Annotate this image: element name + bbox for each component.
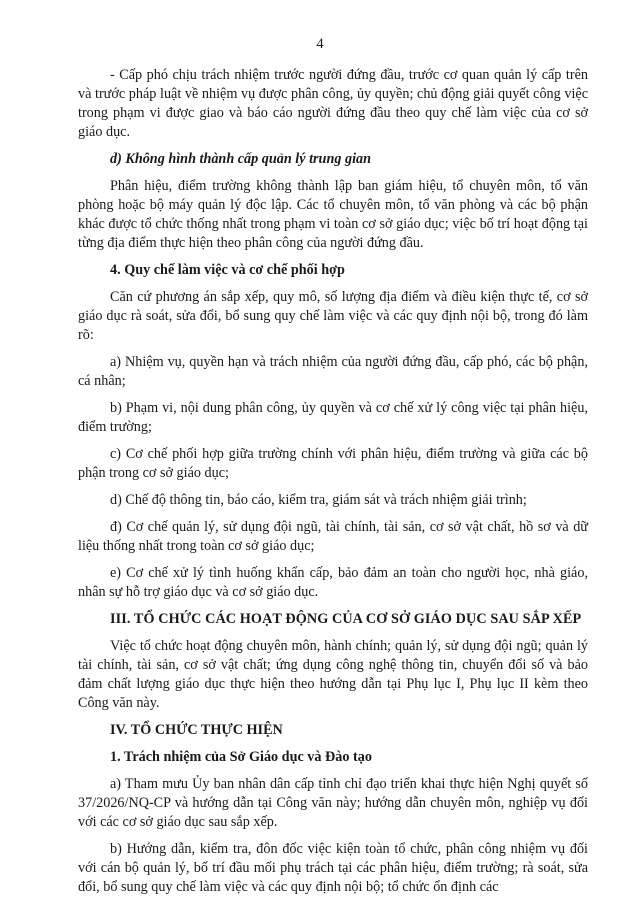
list-item-e: e) Cơ chế xử lý tình huống khẩn cấp, bảo đảm an toàn cho người học, nhà giáo, nhân sự hỗ trợ giáo dục và cơ sở giáo dục. (78, 565, 588, 600)
page-number: 4 (316, 36, 324, 52)
document-body (78, 66, 588, 905)
paragraph: Phân hiệu, điểm trường không thành lập ban giám hiệu, tổ chuyên môn, tổ văn phòng hoặc bộ máy quản lý độc lập. Các tổ chuyên môn, tổ văn phòng và các bộ phận khác được tổ chức thống nhất trong phạm vi toàn cơ sở giáo dục; việc bố trí hoạt động tại từng địa điểm thực hiện theo phân công của người đứng đầu. (78, 178, 588, 251)
list-item-b: b) Phạm vi, nội dung phân công, ủy quyền và cơ chế xử lý công việc tại phân hiệu, điểm trường; (78, 400, 588, 435)
section-heading-iv: IV. TỔ CHỨC THỰC HIỆN (110, 722, 283, 738)
list-item-b: b) Hướng dẫn, kiểm tra, đôn đốc việc kiện toàn tổ chức, phân công nhiệm vụ đối với cán bộ quản lý, bố trí đầu mối phụ trách tại các phân hiệu, điểm trường; rà soát, sửa đổi, bổ sung quy chế làm việc và các quy định nội bộ; tổ chức ổn định các (78, 841, 588, 895)
paragraph: - Cấp phó chịu trách nhiệm trước người đứng đầu, trước cơ quan quản lý cấp trên và trước pháp luật về nhiệm vụ được phân công, ủy quyền; chủ động giải quyết công việc trong phạm vi được giao và báo cáo người đứng đầu theo quy chế làm việc của cơ sở giáo dục. (78, 67, 588, 140)
subsection-heading-1: 1. Trách nhiệm của Sở Giáo dục và Đào tạo (110, 749, 372, 765)
list-item-d: d) Chế độ thông tin, báo cáo, kiểm tra, giám sát và trách nhiệm giải trình; (110, 492, 527, 508)
list-item-a: a) Tham mưu Ủy ban nhân dân cấp tỉnh chỉ đạo triển khai thực hiện Nghị quyết số 37/2026/NQ-CP và hướng dẫn tại Công văn này; hướng dẫn chuyên môn, nghiệp vụ đối với các cơ sở giáo dục sau sắp xếp. (78, 776, 588, 830)
list-item-dd: đ) Cơ chế quản lý, sử dụng đội ngũ, tài chính, tài sản, cơ sở vật chất, hồ sơ và dữ liệu thống nhất trong toàn cơ sở giáo dục; (78, 519, 588, 554)
section-heading-4: 4. Quy chế làm việc và cơ chế phối hợp (110, 262, 345, 278)
paragraph: Căn cứ phương án sắp xếp, quy mô, số lượng địa điểm và điều kiện thực tế, cơ sở giáo dục rà soát, sửa đổi, bổ sung quy chế làm việc và các quy định nội bộ, trong đó làm rõ: (78, 289, 588, 343)
paragraph: Việc tổ chức hoạt động chuyên môn, hành chính; quản lý, sử dụng đội ngũ; quản lý tài chính, tài sản, cơ sở vật chất; ứng dụng công nghệ thông tin, chuyển đổi số và bảo đảm chất lượng giáo dục thực hiện theo hướng dẫn tại Phụ lục I, Phụ lục II kèm theo Công văn này. (78, 638, 588, 711)
section-heading-d: d) Không hình thành cấp quản lý trung gian (110, 151, 371, 167)
section-heading-iii: III. TỔ CHỨC CÁC HOẠT ĐỘNG CỦA CƠ SỞ GIÁO DỤC SAU SẮP XẾP (110, 611, 582, 627)
list-item-a: a) Nhiệm vụ, quyền hạn và trách nhiệm của người đứng đầu, cấp phó, các bộ phận, cá nhân; (78, 354, 588, 389)
list-item-c: c) Cơ chế phối hợp giữa trường chính với phân hiệu, điểm trường và giữa các bộ phận trong cơ sở giáo dục; (78, 446, 588, 481)
